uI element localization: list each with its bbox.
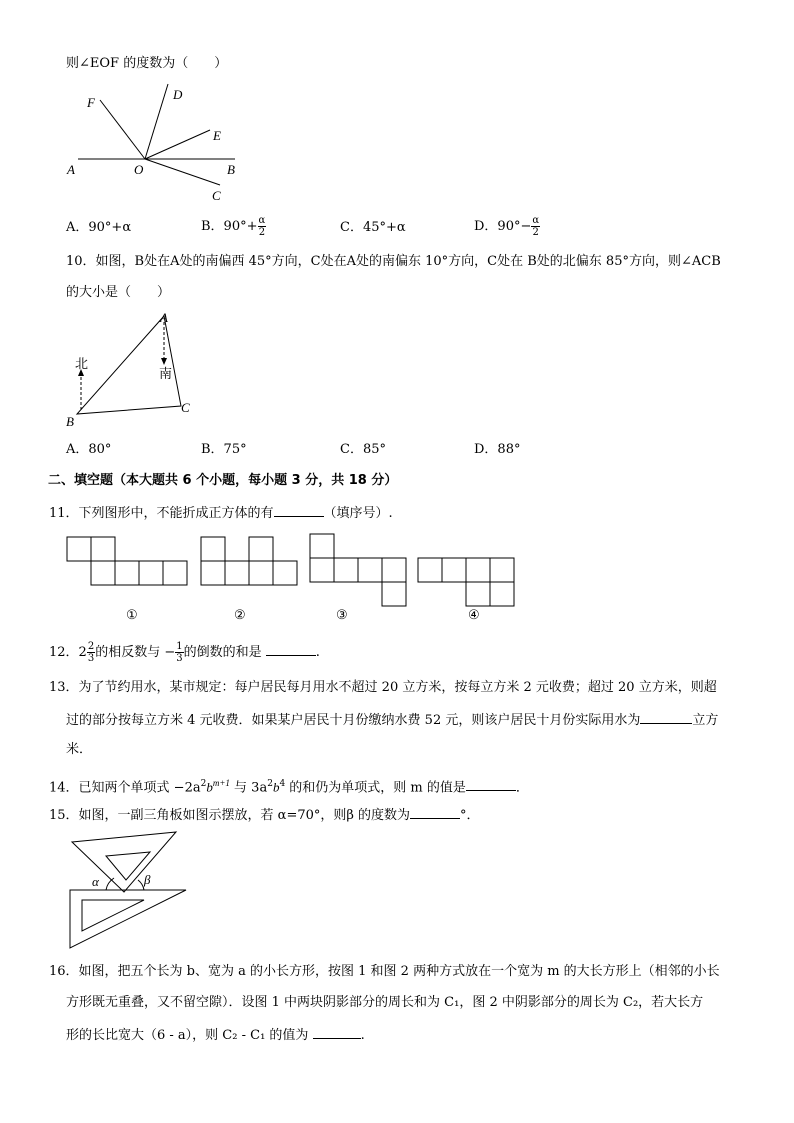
q9-option-b-fraction	[258, 215, 267, 238]
q10-direction-figure	[60, 308, 210, 430]
q15-stem	[49, 806, 480, 824]
exponent: 2	[267, 779, 273, 789]
q16-line3-prefix: 形的长比宽大（6 - a），则 C₂ - C₁ 的值为	[66, 1028, 309, 1043]
fraction-denominator: 3	[87, 653, 95, 664]
q10-option-c: C．85°	[340, 442, 386, 457]
q9-option-d	[474, 214, 540, 240]
q9-option-b	[201, 214, 266, 240]
q14-stem	[49, 775, 529, 796]
q12-fraction-1	[87, 641, 95, 664]
fraction-denominator: 3	[176, 653, 183, 664]
q9-option-d-prefix: D．90°−	[474, 219, 532, 234]
label-O: O	[134, 162, 144, 177]
label-F: F	[87, 95, 95, 110]
fraction-numerator: 1	[176, 641, 183, 652]
section-title: 二、填空题（本大题共 6 个小题，每小题 3 分，共 18 分）	[48, 473, 398, 488]
label-A: A	[160, 310, 168, 325]
answer-blank	[266, 643, 316, 656]
q13-line2	[66, 711, 718, 729]
q9-option-d-fraction	[531, 215, 540, 238]
q16-line2: 方形既无重叠，又不留空隙）．设图 1 中两块阴影部分的周长和为 C₁，图 2 中阴影部分的周长为 C₂，若大长方	[66, 995, 704, 1010]
label-B: B	[66, 414, 74, 429]
q14-mid: 与 3a	[229, 780, 268, 796]
label-C: C	[212, 188, 221, 203]
label-alpha: α	[92, 874, 99, 889]
q16-line3	[66, 1026, 365, 1044]
q10-line2: 的大小是（ ）	[66, 285, 171, 300]
answer-blank	[410, 806, 460, 819]
q13-line2-prefix: 过的部分按每立方米 4 元收费．如果某户居民十月份缴纳水费 52 元，则该户居民十月份实际用水为	[66, 713, 641, 728]
q14-suffix: 的和仍为单项式，则 m 的值是	[285, 780, 466, 796]
q11-prefix: 11．下列图形中，不能折成正方体的有	[49, 506, 274, 521]
fraction-denominator: 2	[258, 227, 266, 238]
answer-blank	[640, 711, 692, 724]
label-beta: β	[144, 872, 151, 887]
q15-triangle-rulers-figure	[64, 830, 194, 954]
q16-line1: 16．如图，把五个长为 b、宽为 a 的小长方形，按图 1 和图 2 两种方式放在一个宽为 m 的大长方形上（相邻的小长	[49, 964, 720, 979]
label-north: 北	[75, 356, 89, 371]
fraction-denominator: 2	[532, 227, 539, 238]
q10-option-b: B．75°	[201, 442, 247, 457]
q9-option-b-prefix: B．90°+	[201, 219, 258, 234]
answer-blank	[313, 1026, 361, 1039]
net-label-2: ②	[234, 607, 246, 622]
answer-blank	[274, 504, 324, 517]
label-south: 南	[159, 366, 173, 381]
q14-end: ．	[515, 780, 529, 796]
exponent: m+1	[212, 778, 230, 788]
fraction-numerator: α	[258, 215, 266, 226]
label-E: E	[213, 128, 221, 143]
exponent: 4	[279, 779, 286, 789]
net-label-4: ④	[468, 607, 480, 622]
q14-prefix: 14．已知两个单项式 −2a	[49, 780, 201, 796]
q10-option-a: A．80°	[66, 442, 112, 457]
label-A: A	[67, 162, 75, 177]
net-label-3: ③	[336, 607, 348, 622]
q12-fraction-2	[175, 641, 183, 664]
variable-b: b	[272, 779, 280, 795]
q13-line1: 13．为了节约用水，某市规定：每户居民每月用水不超过 20 立方米，按每立方米 2 元收费；超过 20 立方米，则超	[49, 680, 717, 695]
q9-angle-figure	[60, 82, 270, 208]
q13-line3: 米．	[66, 742, 93, 757]
q9-option-c: C．45°+α	[340, 220, 406, 235]
q12-suffix: 的倒数的和是	[183, 645, 262, 660]
q12-mid: 的相反数与 −	[95, 645, 176, 660]
label-C: C	[181, 400, 190, 415]
q12-end: .	[315, 645, 320, 660]
q12-stem	[49, 639, 320, 667]
q9-stem: 则∠EOF 的度数为（ ）	[66, 56, 228, 71]
label-B: B	[227, 162, 235, 177]
q10-line1: 10．如图，B处在A处的南偏西 45°方向，C处在A处的南偏东 10°方向，C处在 B处的北偏东 85°方向，则∠ACB	[66, 254, 721, 269]
label-D: D	[173, 87, 183, 102]
q11-stem	[49, 504, 393, 522]
q9-option-a: A．90°+α	[66, 220, 132, 235]
q12-prefix: 12．2	[49, 645, 87, 660]
fraction-numerator: α	[532, 215, 540, 226]
q13-line2-suffix: 立方	[692, 713, 719, 728]
exponent: 2	[200, 779, 207, 789]
q16-line3-end: .	[360, 1028, 365, 1043]
q10-option-d: D．88°	[474, 442, 521, 457]
fraction-numerator: 2	[87, 641, 95, 652]
q15-prefix: 15．如图，一副三角板如图示摆放，若 α=70°，则β 的度数为	[49, 808, 411, 823]
q11-suffix: （填序号）.	[323, 506, 393, 521]
q11-cube-nets-figure	[60, 530, 530, 626]
answer-blank	[466, 778, 516, 791]
variable-b: b	[206, 779, 213, 795]
net-label-1: ①	[126, 607, 138, 622]
q15-suffix: °．	[460, 808, 480, 823]
